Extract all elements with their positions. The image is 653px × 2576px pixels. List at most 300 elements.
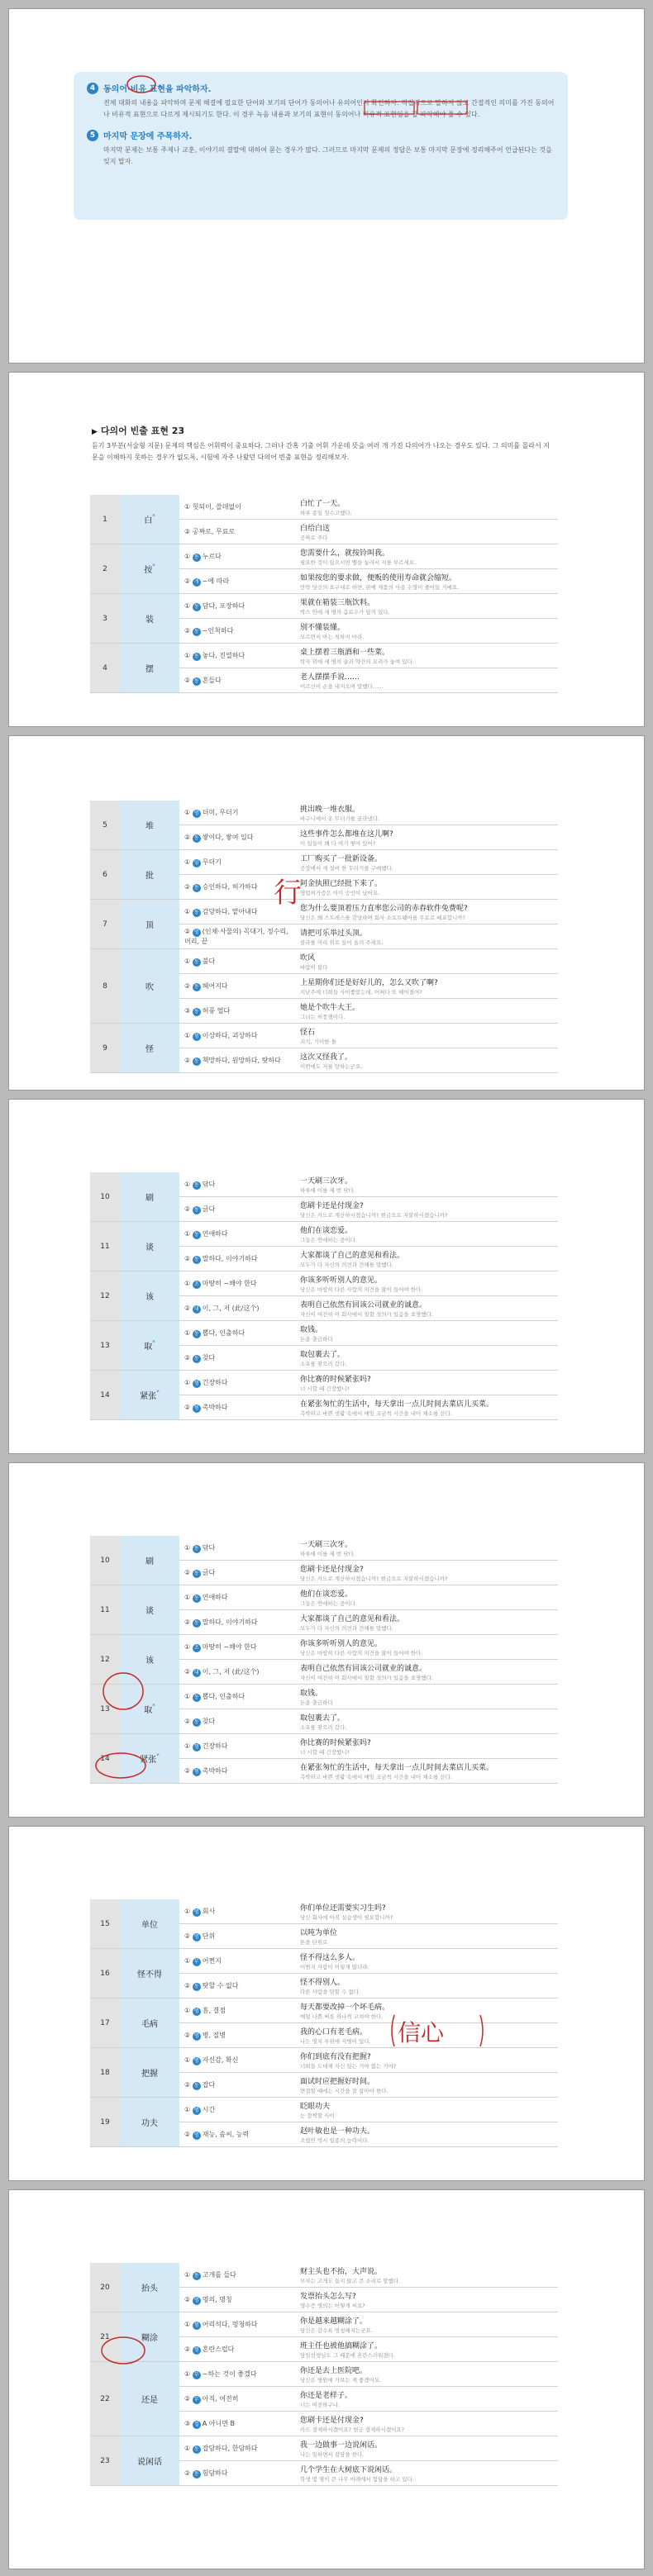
vocab-table	[90, 2263, 558, 2486]
part-of-speech-badge: 동	[193, 1570, 201, 1578]
part-of-speech-badge: 동	[193, 1231, 201, 1239]
sense-meaning	[179, 2387, 295, 2412]
part-of-speech-badge: 동	[193, 2272, 201, 2280]
sense-index: ②	[184, 626, 193, 634]
part-of-speech-badge: 조	[193, 1644, 201, 1652]
example-chinese: 一天刷三次牙。	[300, 1541, 353, 1549]
example-korean: 너는 여전하구나.	[300, 2402, 341, 2408]
star-mark: *	[152, 1339, 155, 1346]
sense-index: ②	[184, 676, 193, 684]
table-row	[90, 900, 558, 924]
entry-number: 8	[90, 949, 120, 1024]
part-of-speech-badge: 명	[193, 2057, 201, 2065]
example-korean: 박스 안에 세 병의 음료수가 담겨 있다.	[300, 609, 390, 615]
word-text: 谈	[145, 1607, 154, 1616]
sense-meaning	[179, 1172, 295, 1197]
meaning-text: 승인하다, 허가하다	[202, 882, 258, 891]
example-cell	[295, 900, 558, 924]
meaning-text: 책망하다, 원망하다, 탓하다	[202, 1056, 281, 1064]
sense-index: ②	[184, 2130, 193, 2138]
entry-word	[120, 850, 179, 900]
entry-number: 19	[90, 2098, 120, 2147]
sense-meaning	[179, 1296, 295, 1321]
example-chinese: 你是越来越糊涂了。	[300, 2317, 368, 2326]
vocab-table	[90, 1536, 558, 1784]
part-of-speech-badge: 동	[193, 1983, 201, 1991]
meaning-text: 누르다	[202, 552, 222, 560]
sense-index: ①	[184, 808, 193, 816]
table-row	[90, 1585, 558, 1610]
example-cell	[295, 1296, 558, 1321]
word-text: 单位	[141, 1921, 158, 1930]
tip-number: 4	[87, 83, 98, 94]
example-korean: 촉박하고 바쁜 생활 속에서 매일 조금씩 시간을 내어 채소를 산다.	[300, 1410, 452, 1417]
word-text: 按	[144, 566, 153, 575]
part-of-speech-badge: 동	[193, 1619, 201, 1628]
part-of-speech-badge: 동	[193, 653, 201, 661]
example-korean: 학생 몇 명이 큰 나무 아래에서 험담을 하고 있다.	[300, 2476, 414, 2483]
sense-meaning	[179, 1734, 295, 1759]
example-cell	[295, 2312, 558, 2337]
part-of-speech-badge: 동	[193, 1330, 201, 1338]
example-korean: 그녀는 허풍쟁이다.	[300, 1014, 346, 1020]
example-cell	[295, 1371, 558, 1395]
example-chinese: 你该多听听别人的意见。	[300, 1640, 383, 1648]
section-heading	[92, 424, 184, 437]
sense-meaning	[179, 2122, 295, 2147]
example-korean: 돈을 출금하다	[300, 1336, 333, 1343]
example-korean: 소포를 찾으러 갔다.	[300, 1724, 347, 1731]
sense-meaning	[179, 2263, 295, 2288]
table-row	[90, 1172, 558, 1197]
part-of-speech-badge: 동	[193, 834, 201, 843]
entry-number: 1	[90, 495, 120, 544]
example-korean: 이 일들이 왜 다 여기 쌓여 있어?	[300, 840, 376, 847]
sense-index: ②	[184, 882, 193, 891]
sense-meaning	[179, 825, 295, 850]
meaning-text: 촉박하다	[202, 1403, 228, 1411]
part-of-speech-badge: 동	[193, 1545, 201, 1553]
sense-index: ①	[184, 1180, 193, 1188]
meaning-text: 닦다	[202, 1180, 216, 1188]
entry-number: 10	[90, 1536, 120, 1585]
example-cell	[295, 1024, 558, 1048]
meaning-text: 아직, 여전히	[202, 2394, 239, 2403]
example-chinese: 这些事件怎么都堆在这儿啊?	[300, 830, 393, 839]
part-of-speech-badge: 동	[193, 1694, 201, 1702]
word-text: 功夫	[141, 2119, 158, 2128]
entry-word	[120, 644, 179, 693]
part-of-speech-badge: 부	[193, 2396, 201, 2404]
entry-word	[120, 2098, 179, 2147]
vocab-table	[90, 1172, 558, 1420]
sense-index: ②	[184, 1353, 193, 1362]
sense-meaning	[179, 1949, 295, 1974]
example-korean: 자신이 여전히 이 회사에서 일할 성의가 있음을 표명했다.	[300, 1311, 433, 1318]
table-row	[90, 2263, 558, 2288]
sense-meaning	[179, 544, 295, 569]
part-of-speech-badge: 동	[193, 628, 201, 636]
example-chinese: 你们到底有没有把握?	[300, 2053, 371, 2061]
table-row	[90, 1685, 558, 1709]
entry-word	[120, 1949, 179, 1999]
example-cell	[295, 2461, 558, 2486]
sense-index: ①	[184, 2320, 193, 2328]
page-5	[8, 1462, 645, 1818]
example-cell	[295, 1222, 558, 1247]
sense-index: ②	[184, 2469, 193, 2477]
sense-index: ①	[184, 1742, 193, 1750]
entry-number: 6	[90, 850, 120, 900]
meaning-text: 더미, 무더기	[202, 808, 239, 816]
example-chinese: 阿金执照已经批下来了。	[300, 880, 383, 888]
table-row	[90, 1635, 558, 1660]
example-cell	[295, 1346, 558, 1371]
meaning-text: 촉박하다	[202, 1766, 228, 1775]
example-cell	[295, 1899, 558, 1924]
page-4	[8, 1099, 645, 1454]
meaning-text: 이, 그, 저 (此/这个)	[202, 1304, 260, 1312]
example-korean: 조엽민 역시 일종의 능력이다.	[300, 2137, 369, 2144]
example-chinese: 您为什么要顶着压力直率您公司的赤春软件免费呢?	[300, 905, 468, 913]
example-cell	[295, 1759, 558, 1784]
word-text: 该	[145, 1656, 154, 1666]
part-of-speech-badge: 부	[193, 2371, 201, 2379]
entry-number: 14	[90, 1371, 120, 1420]
example-korean: 촉박하고 바쁜 생활 속에서 매일 조금씩 시간을 내어 채소를 산다.	[300, 1774, 452, 1780]
example-korean: 나는 일하면서 잡담을 한다.	[300, 2451, 365, 2458]
sense-index: ①	[184, 2270, 193, 2279]
example-chinese: 果就在箱装三瓶饮料。	[300, 599, 375, 607]
sense-meaning	[179, 2073, 295, 2098]
example-cell	[295, 1561, 558, 1585]
word-text: 谈	[145, 1243, 154, 1252]
meaning-text: 무더기	[202, 858, 222, 866]
handwritten-box-annotation	[363, 100, 470, 116]
example-chinese: 如果按您的要求做，便贩的使用寿命就会缩短。	[300, 574, 457, 582]
example-chinese: 你还是老样子。	[300, 2392, 353, 2400]
word-text: 顶	[145, 921, 154, 930]
sense-index: ①	[184, 1593, 193, 1601]
table-row	[90, 1271, 558, 1296]
sense-index: ①	[184, 1328, 193, 1337]
part-of-speech-badge: 명	[193, 1908, 201, 1917]
sense-index: ③	[184, 1006, 193, 1015]
word-text: 毛病	[141, 2020, 158, 2029]
entry-number: 18	[90, 2048, 120, 2098]
vocab-table	[90, 801, 558, 1073]
star-mark: *	[156, 1752, 160, 1759]
sense-index: ②	[184, 2295, 193, 2303]
star-mark: *	[156, 1389, 160, 1395]
example-korean: 하루에 이를 세 번 닦다.	[300, 1187, 355, 1194]
sense-index: ①	[184, 1279, 193, 1287]
example-cell	[295, 1247, 558, 1271]
page-7	[8, 2189, 645, 2569]
example-korean: 괴석, 기이한 돌	[300, 1038, 336, 1045]
sense-index: ①	[184, 2369, 193, 2378]
sense-index: ②	[184, 981, 193, 990]
example-chinese: 大家都谈了自己的意见和看法。	[300, 1252, 405, 1260]
example-korean: 톤을 단위로	[300, 1939, 328, 1946]
word-text: 装	[145, 615, 154, 625]
sense-index: ②	[184, 1403, 193, 1411]
example-chinese: 我的心口有老毛病。	[300, 2028, 368, 2037]
handwritten-bracket-annotation	[388, 2010, 487, 2051]
example-chinese: 班主任也被他搞糊涂了。	[300, 2342, 383, 2350]
meaning-text: 불다	[202, 957, 216, 965]
sense-index: ①	[184, 601, 193, 610]
meaning-text: 병, 질병	[202, 2031, 226, 2039]
example-cell	[295, 1924, 558, 1949]
sense-index: ①	[184, 1031, 193, 1039]
tip-5	[87, 129, 555, 168]
meaning-text: (인체·사물의) 꼭대기, 정수리, 머리, 끝	[184, 928, 288, 945]
sense-meaning	[179, 1585, 295, 1610]
word-text: 怪	[145, 1045, 154, 1054]
entry-number: 12	[90, 1271, 120, 1321]
sense-meaning	[179, 569, 295, 594]
example-korean: 너 시합 때 긴장했니?	[300, 1385, 350, 1392]
example-korean: 이번에도 저를 탓하는군요.	[300, 1063, 363, 1070]
handwritten-circle-annotation	[98, 2332, 148, 2369]
word-text: 该	[145, 1293, 154, 1302]
sense-index: ②	[184, 1205, 193, 1213]
part-of-speech-badge: 동	[193, 1256, 201, 1264]
word-text: 把握	[141, 2070, 158, 2079]
table-row	[90, 2362, 558, 2387]
entry-number: 9	[90, 1024, 120, 1073]
example-cell	[295, 1048, 558, 1073]
sense-index: ②	[184, 1618, 193, 1626]
part-of-speech-badge: 조	[193, 1281, 201, 1289]
table-row	[90, 495, 558, 520]
part-of-speech-badge: 동	[193, 554, 201, 562]
sense-index: ①	[184, 2006, 193, 2014]
page-1	[8, 8, 645, 364]
entry-word	[120, 594, 179, 644]
entry-number: 5	[90, 801, 120, 850]
sense-meaning	[179, 2436, 295, 2461]
sense-index: ①	[184, 907, 193, 915]
example-korean: 그들은 연애하는 중이다.	[300, 1237, 357, 1243]
sense-index: ②	[184, 1766, 193, 1775]
example-korean: 면접할 때에는 시간을 잘 잡아야 한다.	[300, 2088, 388, 2094]
example-cell	[295, 1197, 558, 1222]
part-of-speech-badge: 동	[193, 1355, 201, 1363]
example-chinese: 这次又怪我了。	[300, 1053, 353, 1062]
example-cell	[295, 619, 558, 644]
sense-index: ①	[184, 1378, 193, 1386]
sense-meaning	[179, 924, 295, 949]
example-korean: 눈 깜짝할 사이	[300, 2113, 335, 2119]
meaning-text: 명의, 명칭	[202, 2295, 232, 2303]
sense-meaning	[179, 2023, 295, 2048]
part-of-speech-badge: 형	[193, 2346, 201, 2355]
handwritten-note: 行	[274, 877, 302, 910]
meaning-text: 담다, 포장하다	[202, 601, 245, 610]
example-chinese: 每天都要改掉一个坏毛病。	[300, 2003, 390, 2012]
part-of-speech-badge: 동	[193, 1206, 201, 1214]
example-chinese: 您刷卡还是付现金?	[300, 1202, 364, 1210]
sense-index: ①	[184, 2056, 193, 2064]
sense-index: ①	[184, 651, 193, 659]
example-cell	[295, 569, 558, 594]
table-row	[90, 1999, 558, 2023]
meaning-text: 감당하다, 맡아내다	[202, 907, 258, 915]
handwritten-circle-annotation	[125, 74, 158, 95]
example-korean: 바람이 불다	[300, 964, 328, 971]
example-korean: 소포를 찾으러 갔다.	[300, 1361, 347, 1367]
word-text: 吹	[145, 983, 154, 992]
example-korean: 자신이 여전히 이 회사에서 일할 성의가 있음을 표명했다.	[300, 1675, 433, 1681]
sense-index: ②	[184, 1667, 193, 1675]
example-cell	[295, 1734, 558, 1759]
table-row	[90, 2048, 558, 2073]
sense-meaning	[179, 1197, 295, 1222]
entry-word	[120, 1999, 179, 2048]
part-of-speech-badge: 명	[193, 2107, 201, 2115]
sense-meaning	[179, 1247, 295, 1271]
word-text: 糊涂	[141, 2334, 158, 2343]
example-chinese: 你比赛的时候紧张吗?	[300, 1376, 371, 1384]
meaning-text: 회사	[202, 1907, 216, 1915]
meaning-text: 흠, 결점	[202, 2006, 226, 2014]
triangle-icon: ▶	[92, 428, 98, 436]
word-text: 怪不得	[137, 1970, 162, 1980]
meaning-text: 쌓이다, 쌓여 있다	[202, 833, 254, 841]
example-cell	[295, 1685, 558, 1709]
part-of-speech-badge: 동	[193, 677, 201, 686]
entry-number: 4	[90, 644, 120, 693]
word-text: 取	[144, 1343, 153, 1352]
example-chinese: 面试时应把握好时间。	[300, 2078, 375, 2086]
entry-word	[120, 1899, 179, 1949]
example-cell	[295, 2263, 558, 2288]
example-korean: 하루에 이를 세 번 닦다.	[300, 1551, 355, 1557]
example-cell	[295, 2436, 558, 2461]
sense-index: ②	[184, 1717, 193, 1725]
example-cell	[295, 1610, 558, 1635]
part-of-speech-badge: 동	[193, 983, 201, 991]
word-text: 摆	[145, 665, 154, 674]
entry-word	[120, 2263, 179, 2312]
example-cell	[295, 644, 558, 668]
example-chinese: 桌上摆着三瓶酒和一些菜。	[300, 649, 390, 657]
entry-word	[120, 2048, 179, 2098]
word-text: 还是	[141, 2396, 158, 2405]
handwritten-circle-annotation	[92, 1749, 150, 1782]
entry-word	[120, 1172, 179, 1222]
sense-index: ①	[184, 1692, 193, 1700]
meaning-text: ~에 따라	[202, 577, 230, 585]
vocab-table	[90, 1899, 558, 2147]
example-chinese: 工厂购买了一批新设备。	[300, 855, 383, 863]
tip-body: 마지막 문제는 보통 주제나 교훈, 이야기의 결말에 대하여 묻는 경우가 많다. 그러므로 마지막 문제의 정답은 보통 마지막 문장에 정리해주어 언급된다는 것을 잊지 말자.	[103, 146, 552, 165]
example-chinese: 我一边做事一边说闲话。	[300, 2441, 383, 2450]
part-of-speech-badge: 명	[193, 929, 201, 937]
example-korean: 너희들 도대체 자신 있는 거야 없는 거야?	[300, 2063, 397, 2070]
meaning-text: 헛되이, 쓸데없이	[192, 503, 241, 511]
sense-index: ②	[184, 1254, 193, 1262]
example-korean: 영업허가증은 이미 승인이 났어요.	[300, 890, 380, 896]
word-text: 白	[144, 516, 153, 525]
table-row	[90, 1371, 558, 1395]
sense-meaning	[179, 1660, 295, 1685]
table-row	[90, 2436, 558, 2461]
example-chinese: 取钱。	[300, 1326, 323, 1334]
sense-index: ①	[184, 957, 193, 965]
sense-meaning	[179, 644, 295, 668]
example-korean: 당신 회사에 아직 실습생이 필요합니까?	[300, 1914, 393, 1921]
tip-box	[74, 72, 568, 220]
example-cell	[295, 949, 558, 974]
part-of-speech-badge: 명	[193, 2032, 201, 2041]
example-chinese: 发票抬头怎么写?	[300, 2293, 356, 2301]
sense-meaning	[179, 974, 295, 999]
tip-title: 동의어·비유 표현을 파악하자.	[103, 85, 212, 94]
entry-word	[120, 1271, 179, 1321]
part-of-speech-badge: 동	[193, 884, 201, 892]
sense-index: ②	[184, 833, 193, 841]
meaning-text: 헤어지다	[202, 981, 228, 990]
sense-meaning	[179, 619, 295, 644]
sense-index: ①	[184, 1543, 193, 1552]
sense-meaning	[179, 2288, 295, 2312]
part-of-speech-badge: 동	[193, 1181, 201, 1190]
example-korean: 당신은 갈수록 멍청해지는군요.	[300, 2327, 373, 2334]
example-korean: 콜라를 머리 위로 들어 올려 주세요.	[300, 939, 384, 946]
entry-number: 17	[90, 1999, 120, 2048]
example-chinese: 他们在谈恋爱。	[300, 1590, 353, 1599]
entry-number: 12	[90, 1635, 120, 1685]
example-chinese: 眨眼功夫	[300, 2103, 331, 2111]
example-chinese: 几个学生在大树底下说闲话。	[300, 2466, 398, 2474]
example-cell	[295, 1635, 558, 1660]
example-chinese: 表明自己依然有回该公司就业的诚意。	[300, 1665, 427, 1673]
example-korean: 다른 사람을 탓할 수 없다.	[300, 1989, 361, 1995]
part-of-speech-badge: 동	[193, 1008, 201, 1016]
entry-number: 16	[90, 1949, 120, 1999]
meaning-text: 시간	[202, 2105, 216, 2113]
example-cell	[295, 1172, 558, 1197]
example-chinese: 以吨为单位	[300, 1929, 338, 1937]
sense-index: ②	[184, 1056, 193, 1064]
word-text: 说闲话	[137, 2458, 162, 2467]
part-of-speech-badge: 동	[193, 1595, 201, 1603]
example-chinese: 在紧张匆忙的生活中，每天拿出一点儿时间去菜店儿买菜。	[300, 1400, 494, 1409]
entry-number: 10	[90, 1172, 120, 1222]
example-cell	[295, 2073, 558, 2098]
part-of-speech-badge: 명	[193, 2008, 201, 2016]
table-row	[90, 1949, 558, 1974]
heading-text: 다의어 빈출 표현 23	[100, 425, 185, 436]
example-chinese: 他们在谈恋爱。	[300, 1227, 353, 1235]
sense-meaning	[179, 801, 295, 825]
meaning-text: 찾다	[202, 1353, 216, 1362]
meaning-text: 고개를 들다	[202, 2270, 236, 2279]
sense-index: ①	[184, 858, 193, 866]
sense-index: ②	[184, 1932, 193, 1940]
meaning-text: 공짜로, 무료로	[192, 528, 236, 535]
sense-meaning	[179, 668, 295, 693]
sense-index: ②	[184, 1304, 193, 1312]
word-text: 刷	[145, 1557, 154, 1566]
entry-word	[120, 949, 179, 1024]
example-chinese: 取包裹去了。	[300, 1351, 346, 1359]
example-cell	[295, 2048, 558, 2073]
entry-number: 2	[90, 544, 120, 594]
